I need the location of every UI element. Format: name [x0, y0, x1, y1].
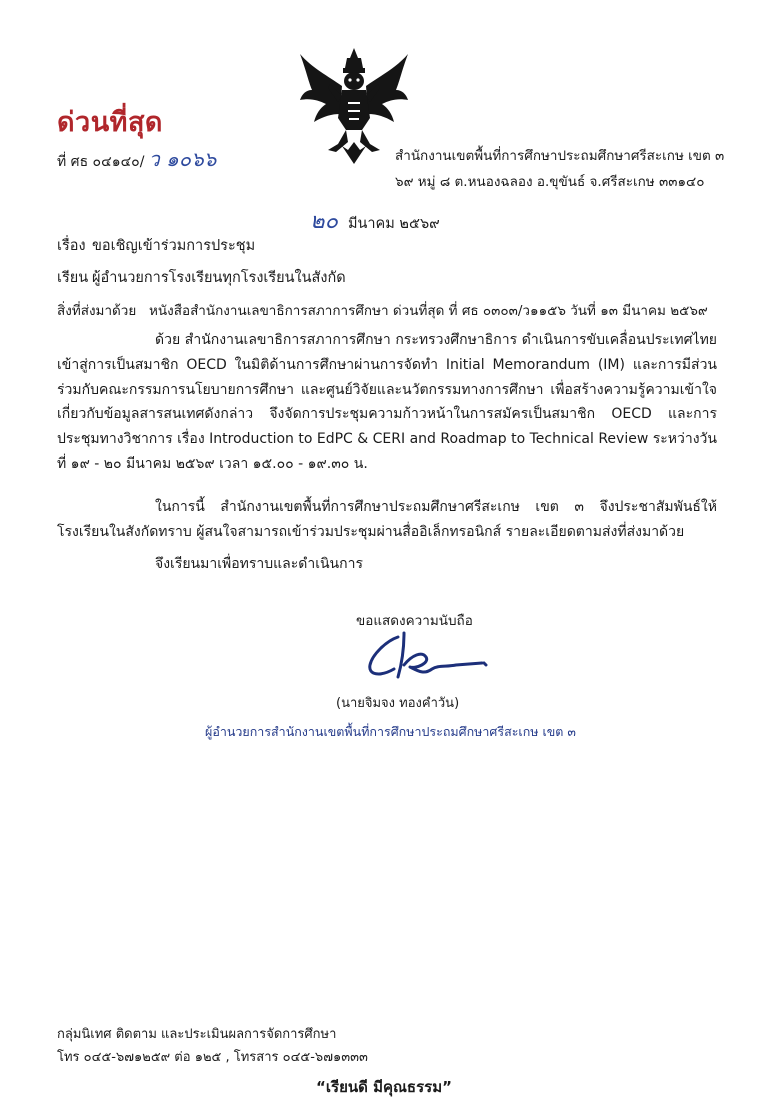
footer-contact: โทร ๐๔๕-๖๗๑๒๕๙ ต่อ ๑๒๕ , โทรสาร ๐๔๕-๖๗๑๓๓๓: [57, 1050, 368, 1065]
document-date: [310, 203, 440, 238]
garuda-emblem-icon: [298, 46, 410, 164]
enclosure-value: หนังสือสำนักงานเลขาธิการสภาการศึกษา ด่วนที่สุด ที่ ศธ ๐๓๐๓/ว๑๑๕๖ วันที่ ๑๓ มีนาคม ๒๕๖๙: [149, 303, 708, 319]
regards-line: ขอแสดงความนับถือ: [356, 613, 473, 629]
reference-label: ที่ ศธ ๐๔๑๔๐/: [57, 154, 145, 170]
reference-handwritten: ว ๑๐๖๖: [148, 147, 217, 171]
urgency-stamp: ด่วนที่สุด: [57, 107, 163, 138]
signer-title: ผู้อำนวยการสำนักงานเขตพื้นที่การศึกษาประถมศึกษาศรีสะเกษ เขต ๓: [205, 724, 576, 739]
footer-department: กลุ่มนิเทศ ติดตาม และประเมินผลการจัดการศึกษา: [57, 1027, 337, 1042]
subject-value: ขอเชิญเข้าร่วมการประชุม: [92, 238, 256, 254]
enclosure-row: [57, 299, 708, 321]
date-month-year: มีนาคม ๒๕๖๙: [347, 216, 440, 232]
office-address: [395, 143, 724, 195]
body-paragraph-2-text: ในการนี้ สำนักงานเขตพื้นที่การศึกษาประถมศึกษาศรีสะเกษ เขต ๓ จึงประชาสัมพันธ์ให้โรงเรียนในสังกัดทราบ ผู้สนใจสามารถเข้าร่วมประชุมผ่านสื่ออิเล็กทรอนิกส์ รายละเอียดตามส่งที่ส่งมาด้วย: [57, 499, 717, 540]
enclosure-label: สิ่งที่ส่งมาด้วย: [57, 303, 137, 319]
recipient-label: เรียน: [57, 270, 89, 286]
footer-motto: “เรียนดี มีคุณธรรม”: [316, 1078, 452, 1096]
date-day-handwritten: ๒๐: [310, 209, 338, 234]
body-paragraph-1: [57, 328, 717, 477]
handwritten-signature: [360, 625, 500, 685]
signer-name: (นายจิมจง ทองคำวัน): [336, 696, 460, 711]
recipient-row: [57, 266, 346, 289]
closing-sentence: จึงเรียนมาเพื่อทราบและดำเนินการ: [155, 556, 363, 572]
office-name: สำนักงานเขตพื้นที่การศึกษาประถมศึกษาศรีสะเกษ เขต ๓: [395, 148, 725, 164]
body-paragraph-1-text: ด้วย สำนักงานเลขาธิการสภาการศึกษา กระทรวงศึกษาธิการ ดำเนินการขับเคลื่อนประเทศไทยเข้าสู่การเป็นสมาชิก OECD ในมิติด้านการศึกษาผ่านการจัดทำ Initial Memorandum (IM) และการมีส่วนร่วมกับคณะกรรมการนโยบายการศึกษา และศูนย์วิจัยและนวัตกรรมทางการศึกษา เพื่อสร้างความรู้ความเข้าใจเกี่ยวกับข้อมูลสารสนเทศดังกล่าว จึงจัดการประชุมความก้าวหน้าในการสมัครเป็นสมาชิก OECD และการประชุมทางวิชาการ เรื่อง Introduction to EdPC & CERI and Roadmap to Technical Review ระหว่างวันที่ ๑๙ - ๒๐ มีนาคม ๒๕๖๙ เวลา ๑๕.๐๐ - ๑๙.๓๐ น.: [57, 332, 717, 472]
reference-number: [57, 143, 216, 175]
subject-row: [57, 234, 255, 257]
body-paragraph-2: [57, 495, 717, 545]
subject-label: เรื่อง: [57, 238, 86, 254]
office-location: ๖๙ หมู่ ๘ ต.หนองฉลอง อ.ขุขันธ์ จ.ศรีสะเกษ ๓๓๑๔๐: [395, 174, 705, 190]
recipient-value: ผู้อำนวยการโรงเรียนทุกโรงเรียนในสังกัด: [92, 270, 346, 286]
